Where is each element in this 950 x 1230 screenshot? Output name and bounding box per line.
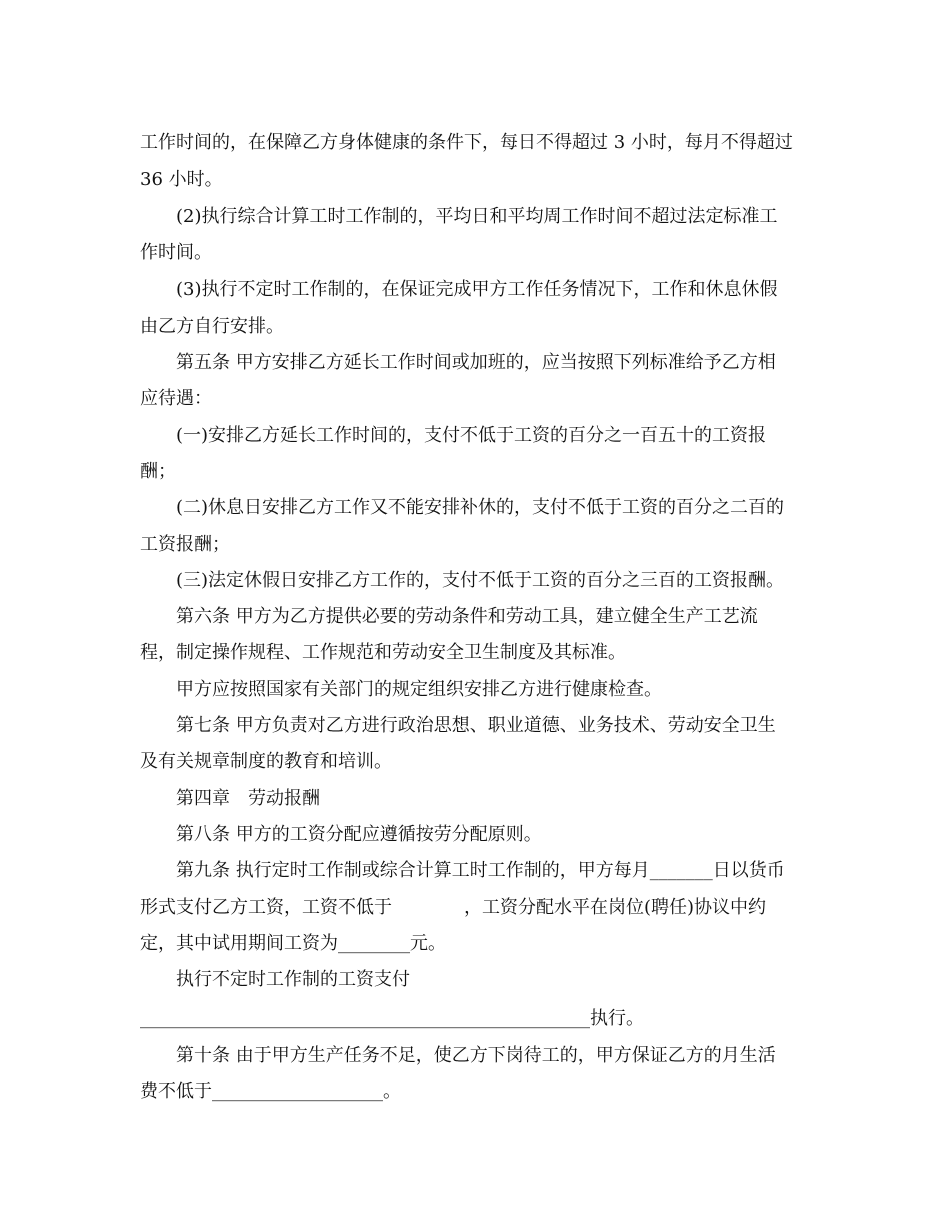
text-line: 第五条 甲方安排乙方延长工作时间或加班的，应当按照下列标准给予乙方相 <box>176 352 776 373</box>
chapter-heading: 第四章 劳动报酬 <box>176 788 320 809</box>
text-line: 费不低于___________________。 <box>140 1081 401 1102</box>
text-line: 甲方应按照国家有关部门的规定组织安排乙方进行健康检查。 <box>176 679 662 700</box>
text-line: 定，其中试用期间工资为________元。 <box>140 933 446 954</box>
text-line: 工作时间的，在保障乙方身体健康的条件下，每日不得超过 3 小时，每月不得超过 <box>140 132 793 153</box>
text-line: (一)安排乙方延长工作时间的，支付不低于工资的百分之一百五十的工资报 <box>176 425 767 446</box>
text-line: (二)休息日安排乙方工作又不能安排补休的，支付不低于工资的百分之二百的 <box>176 497 785 518</box>
text-line: 第八条 甲方的工资分配应遵循按劳分配原则。 <box>176 824 542 845</box>
text-line: 形式支付乙方工资，工资不低于 ，工资分配水平在岗位(聘任)协议中约 <box>140 897 767 918</box>
text-line: (2)执行综合计算工时工作制的，平均日和平均周工作时间不超过法定标准工 <box>176 206 778 227</box>
text-line: __________________________________________________执行。 <box>140 1008 644 1029</box>
text-line: 第九条 执行定时工作制或综合计算工时工作制的，甲方每月_______日以货币 <box>176 860 785 881</box>
text-line: 第六条 甲方为乙方提供必要的劳动条件和劳动工具，建立健全生产工艺流 <box>176 606 758 627</box>
text-line: 程，制定操作规程、工作规范和劳动安全卫生制度及其标准。 <box>140 642 626 663</box>
text-line: 36 小时。 <box>140 169 223 190</box>
text-line: (三)法定休假日安排乙方工作的，支付不低于工资的百分之三百的工资报酬。 <box>176 570 785 591</box>
text-line: 及有关规章制度的教育和培训。 <box>140 751 392 772</box>
text-line: 作时间。 <box>140 242 212 263</box>
text-line: 第七条 甲方负责对乙方进行政治思想、职业道德、业务技术、劳动安全卫生 <box>176 715 776 736</box>
text-line: (3)执行不定时工作制的，在保证完成甲方工作任务情况下，工作和休息休假 <box>176 279 778 300</box>
text-line: 执行不定时工作制的工资支付 <box>176 969 410 990</box>
text-line: 酬； <box>140 461 176 482</box>
text-line: 工资报酬； <box>140 534 230 555</box>
text-line: 应待遇： <box>140 388 212 409</box>
text-line: 第十条 由于甲方生产任务不足，使乙方下岗待工的，甲方保证乙方的月生活 <box>176 1045 776 1066</box>
text-line: 由乙方自行安排。 <box>140 316 284 337</box>
